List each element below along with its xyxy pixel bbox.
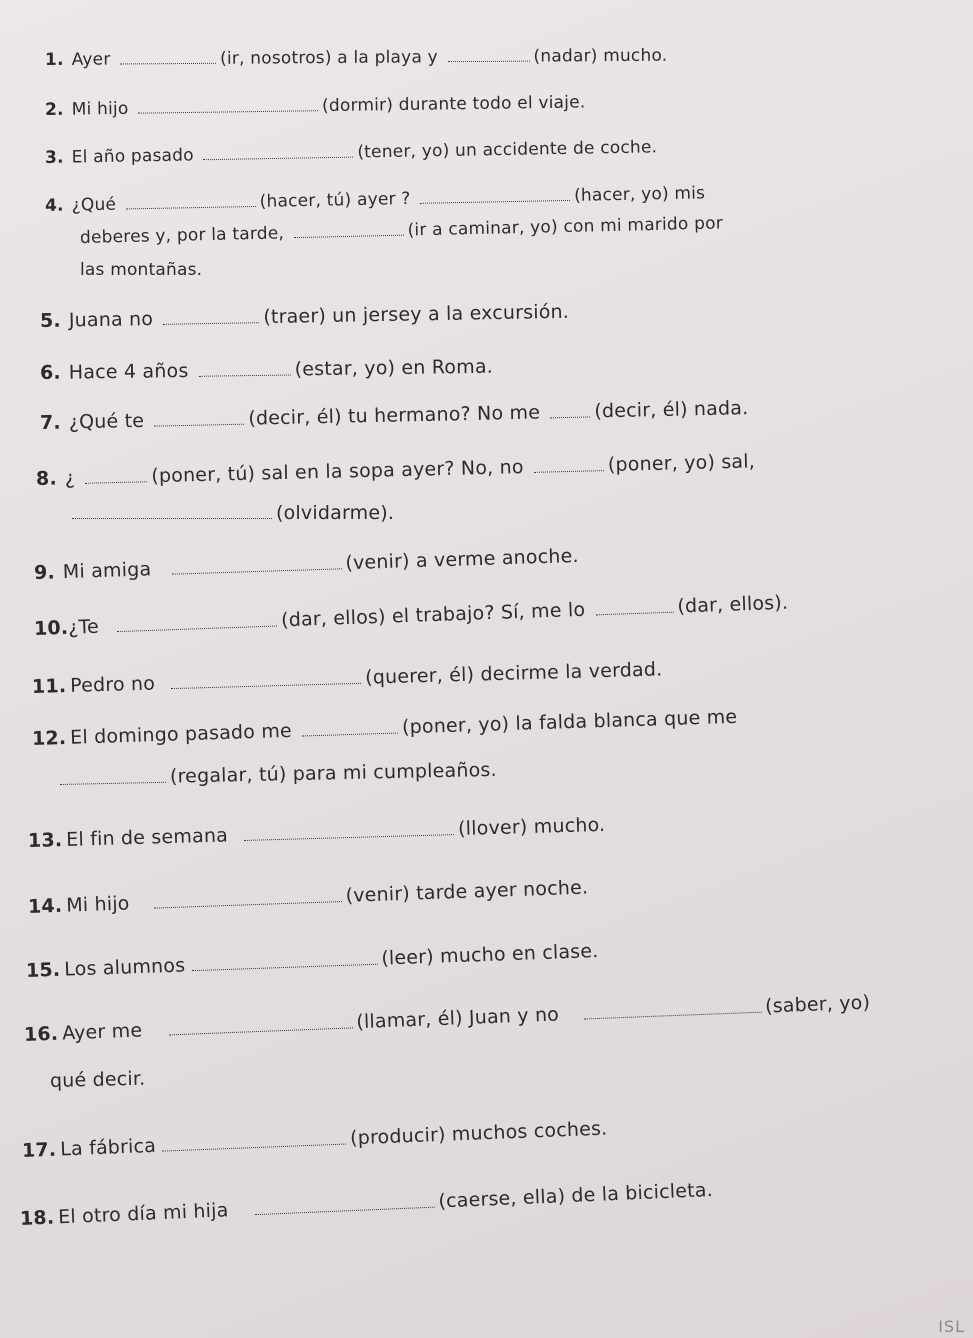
answer-blank[interactable] [163,308,259,325]
exercise-number: 3. [44,147,64,168]
exercise-number: 5. [39,309,62,332]
exercise-11 [32,658,663,698]
footer-mark: ISL [938,1317,965,1336]
exercise-9 [34,545,579,584]
exercise-number: 2. [44,99,64,120]
sentence-text: (ir, nosotros) a la playa y [220,47,438,69]
sentence-text: Mi hijo [65,892,130,917]
answer-blank[interactable] [153,887,341,909]
answer-blank[interactable] [168,1013,352,1035]
answer-blank[interactable] [171,554,341,574]
exercise-12 [32,706,738,750]
exercise-16 [24,992,871,1046]
sentence-text: El año pasado [71,145,194,168]
answer-blank[interactable] [293,221,403,238]
exercise-number: 16. [23,1022,59,1046]
exercise-number: 13. [27,829,63,852]
answer-blank[interactable] [583,998,761,1020]
sentence-text: (poner, tú) sal en la sopa ayer? No, no [151,456,524,488]
answer-blank[interactable] [154,410,244,427]
exercise-16-cont [50,1068,146,1092]
sentence-text: (caerse, ella) de la bicicleta. [438,1178,714,1213]
exercise-number: 15. [25,958,61,982]
sentence-text: (querer, él) decirme la verdad. [364,658,663,689]
exercise-number: 12. [31,726,67,750]
sentence-text: (decir, él) tu hermano? No me [248,401,541,430]
answer-blank[interactable] [85,467,147,484]
sentence-text: (venir) a verme anoche. [345,544,580,575]
sentence-text: (leer) mucho en clase. [380,940,599,970]
exercise-4-cont [80,213,723,248]
exercise-18 [20,1179,714,1230]
sentence-text: (estar, yo) en Roma. [294,355,494,381]
sentence-text: El domingo pasado me [69,719,293,749]
sentence-text: (dar, ellos). [676,591,789,618]
exercise-8 [36,450,755,490]
exercise-number: 4. [44,195,64,216]
exercise-4-cont2 [80,260,202,280]
exercise-17 [22,1118,608,1162]
sentence-text: (regalar, tú) para mi cumpleaños. [169,758,497,788]
sentence-text: ¿Qué [71,194,117,216]
exercise-1 [45,46,667,70]
answer-blank[interactable] [420,186,570,204]
exercise-number: 10. [33,616,69,640]
answer-blank[interactable] [126,192,256,209]
exercise-number: 9. [33,561,56,584]
exercise-13 [28,814,606,852]
answer-blank[interactable] [595,598,673,616]
exercise-number: 18. [19,1206,55,1230]
answer-blank[interactable] [191,950,377,971]
sentence-text: Mi hijo [71,98,129,120]
sentence-text: Ayer [71,49,111,70]
answer-blank[interactable] [203,143,353,161]
exercise-5 [40,301,569,332]
sentence-text: deberes y, por la tarde, [79,223,285,248]
exercise-8-cont [72,502,394,524]
sentence-text: (venir) tarde ayer noche. [345,876,589,907]
answer-blank[interactable] [550,402,590,418]
sentence-text: ¿ [64,467,76,490]
answer-blank[interactable] [117,612,277,633]
exercise-3 [45,137,658,168]
exercise-number: 7. [39,411,62,434]
answer-blank[interactable] [60,768,166,785]
sentence-text: (hacer, tú) ayer ? [259,188,411,212]
sentence-text: Ayer me [61,1019,143,1045]
sentence-text: Juana no [68,308,154,332]
exercise-2 [45,92,586,120]
exercise-number: 17. [21,1138,57,1162]
sentence-text: (tener, yo) un accidente de coche. [357,137,658,163]
sentence-text: (poner, yo) sal, [607,450,756,477]
exercise-number: 11. [31,675,67,698]
sentence-text: ¿Te [67,615,100,639]
answer-blank[interactable] [302,719,398,737]
sentence-text: La fábrica [59,1134,157,1161]
exercise-4 [45,183,706,216]
sentence-text: El otro día mi hija [57,1199,229,1229]
sentence-text: las montañas. [80,260,203,280]
answer-blank[interactable] [138,96,318,114]
sentence-text: El fin de semana [65,824,229,851]
sentence-text: (llamar, él) Juan y no [355,1003,560,1034]
answer-blank[interactable] [254,1193,434,1216]
sentence-text: (llover) mucho. [457,813,606,840]
exercise-7 [40,397,749,434]
exercise-number: 6. [39,361,61,384]
sentence-text: Hace 4 años [68,359,189,384]
sentence-text: (decir, él) nada. [594,397,749,423]
sentence-text: Los alumnos [63,954,186,981]
sentence-text: (saber, yo) [764,991,871,1018]
sentence-text: (nadar) mucho. [533,45,668,67]
answer-blank[interactable] [534,456,604,473]
exercise-number: 8. [35,467,58,490]
exercise-14 [28,876,589,918]
exercise-number: 14. [27,894,63,918]
sentence-text: (hacer, yo) mis [573,183,706,206]
sentence-text: (dar, ellos) el trabajo? Sí, me lo [280,598,586,632]
sentence-text: qué decir. [49,1067,146,1092]
answer-blank[interactable] [162,1130,346,1152]
sentence-text: Mi amiga [62,558,152,584]
answer-blank[interactable] [244,820,454,841]
answer-blank[interactable] [72,504,272,519]
answer-blank[interactable] [120,49,216,65]
sentence-text: (olvidarme). [276,502,395,524]
exercise-6 [40,356,493,384]
sentence-text: (producir) muchos coches. [349,1117,608,1150]
exercise-10 [34,592,789,640]
answer-blank[interactable] [171,669,361,689]
exercise-number: 1. [44,49,64,70]
sentence-text: ¿Qué te [68,409,145,434]
sentence-text: (ir a caminar, yo) con mi marido por [407,213,724,241]
exercise-15 [26,940,599,982]
exercise-12-cont [60,759,497,790]
sentence-text: (traer) un jersey a la excursión. [263,300,570,329]
sentence-text: Pedro no [69,672,156,697]
sentence-text: (dormir) durante todo el viaje. [321,92,586,117]
sentence-text: (poner, yo) la falda blanca que me [401,705,738,739]
answer-blank[interactable] [447,47,529,63]
answer-blank[interactable] [199,360,291,376]
